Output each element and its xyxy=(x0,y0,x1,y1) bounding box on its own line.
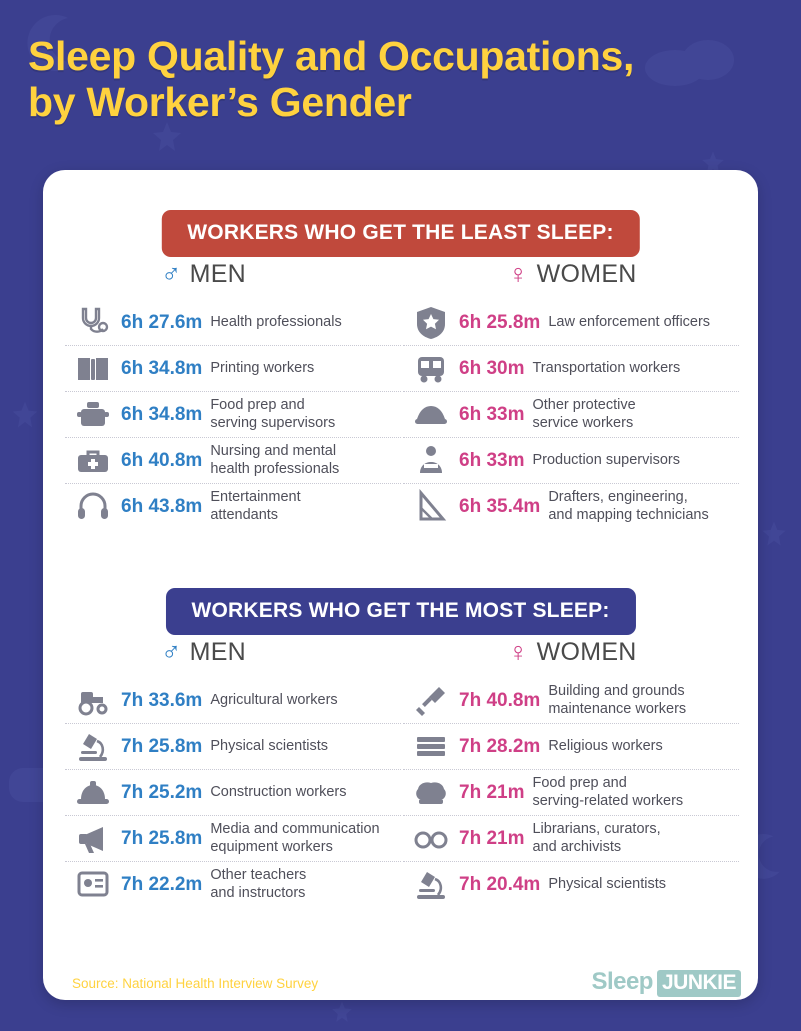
list-men-least-sleep xyxy=(65,300,401,530)
occupation-row xyxy=(65,816,401,862)
logo-text-sleep: Sleep xyxy=(591,968,653,995)
occupation-row xyxy=(65,300,401,346)
occupation-label: Nursing and mental health professionals xyxy=(210,442,340,477)
occupation-label: Drafters, engineering, and mapping technicians xyxy=(548,489,709,523)
star-doodle xyxy=(10,400,40,430)
occupation-row xyxy=(65,484,401,530)
sleep-duration: 6h 33m xyxy=(459,449,525,471)
chef-hat-icon xyxy=(403,775,459,811)
occupation-row xyxy=(403,816,739,862)
brand-logo xyxy=(591,968,741,997)
sleep-duration: 7h 25.8m xyxy=(121,827,203,849)
sleep-duration: 7h 33.6m xyxy=(121,689,203,711)
female-symbol-icon: ♀ xyxy=(508,259,529,289)
factory-worker-icon xyxy=(403,443,459,479)
sleep-duration: 7h 25.8m xyxy=(121,735,203,757)
occupation-row xyxy=(65,862,401,908)
bus-icon xyxy=(403,351,459,387)
occupation-label: Entertainment attendants xyxy=(210,489,301,523)
occupation-row xyxy=(65,770,401,816)
tractor-icon xyxy=(65,683,121,719)
sleep-duration: 6h 27.6m xyxy=(121,311,203,333)
occupation-label: Religious workers xyxy=(548,737,663,754)
books-stack-icon xyxy=(403,729,459,765)
occupation-row xyxy=(403,438,739,484)
occupation-row xyxy=(403,724,739,770)
occupation-row xyxy=(403,484,739,530)
stethoscope-icon xyxy=(65,305,121,341)
police-badge-icon xyxy=(403,305,459,341)
sleep-duration: 7h 21m xyxy=(459,827,525,849)
occupation-row xyxy=(403,862,739,908)
sleep-duration: 6h 30m xyxy=(459,357,525,379)
sleep-duration: 6h 33m xyxy=(459,403,525,425)
microscope-icon xyxy=(403,867,459,903)
occupation-row xyxy=(65,346,401,392)
occupation-row xyxy=(65,438,401,484)
sleep-duration: 7h 40.8m xyxy=(459,689,541,711)
occupation-label: Physical scientists xyxy=(548,876,666,893)
gender-header-men xyxy=(161,260,246,289)
occupation-label: Printing workers xyxy=(210,359,315,376)
sleep-duration: 6h 43.8m xyxy=(121,496,203,517)
microscope-icon xyxy=(65,729,121,765)
sleep-duration: 7h 25.2m xyxy=(121,781,203,803)
certificate-icon xyxy=(65,867,121,903)
occupation-label: Construction workers xyxy=(210,783,347,800)
sleep-duration: 6h 40.8m xyxy=(121,449,203,471)
content-card xyxy=(43,170,758,1000)
banner-least-sleep: WORKERS WHO GET THE LEAST SLEEP: xyxy=(161,210,639,257)
gender-header-men-label: MEN xyxy=(189,638,247,666)
occupation-label: Health professionals xyxy=(210,313,342,330)
sleep-duration: 6h 25.8m xyxy=(459,311,541,333)
gender-header-women xyxy=(508,638,637,667)
occupation-label: Food prep and serving-related workers xyxy=(532,774,684,809)
male-symbol-icon: ♂ xyxy=(161,637,182,667)
gender-header-women-label: WOMEN xyxy=(536,260,637,288)
occupation-label: Other teachers and instructors xyxy=(210,867,307,901)
occupation-row xyxy=(65,392,401,438)
sleep-duration: 6h 34.8m xyxy=(121,403,203,425)
occupation-label: Agricultural workers xyxy=(210,691,338,708)
male-symbol-icon: ♂ xyxy=(161,259,182,289)
occupation-label: Transportation workers xyxy=(532,359,681,376)
list-women-least-sleep xyxy=(403,300,739,530)
sleep-duration: 7h 21m xyxy=(459,781,525,803)
logo-text-junkie: JUNKIE xyxy=(657,970,741,997)
glasses-icon xyxy=(403,821,459,857)
gender-header-men-label: MEN xyxy=(189,260,247,288)
female-symbol-icon: ♀ xyxy=(508,637,529,667)
occupation-label: Media and communication equipment workers xyxy=(210,820,380,855)
star-doodle xyxy=(760,520,788,548)
star-doodle xyxy=(330,1000,354,1024)
list-women-most-sleep xyxy=(403,678,739,908)
megaphone-icon xyxy=(65,821,121,857)
drafting-triangle-icon xyxy=(403,489,459,525)
occupation-label: Law enforcement officers xyxy=(548,313,711,330)
occupation-row xyxy=(403,678,739,724)
occupation-label: Other protective service workers xyxy=(532,396,636,431)
open-book-icon xyxy=(65,351,121,387)
occupation-row xyxy=(403,346,739,392)
sleep-duration: 7h 20.4m xyxy=(459,874,541,895)
security-cap-icon xyxy=(403,397,459,433)
page-title: Sleep Quality and Occupations, by Worker’s Gender xyxy=(28,33,635,125)
cooking-pot-icon xyxy=(65,397,121,433)
gender-header-women-label: WOMEN xyxy=(536,638,637,666)
headset-icon xyxy=(65,489,121,525)
medical-bag-icon xyxy=(65,443,121,479)
occupation-row xyxy=(403,300,739,346)
shovel-icon xyxy=(403,683,459,719)
occupation-label: Librarians, curators, and archivists xyxy=(532,820,661,855)
occupation-label: Building and grounds maintenance workers xyxy=(548,682,687,717)
occupation-label: Physical scientists xyxy=(210,737,328,754)
occupation-row xyxy=(403,392,739,438)
sleep-duration: 7h 28.2m xyxy=(459,735,541,757)
occupation-label: Production supervisors xyxy=(532,451,680,468)
gender-header-men xyxy=(161,638,246,667)
list-men-most-sleep xyxy=(65,678,401,908)
occupation-label: Food prep and serving supervisors xyxy=(210,396,336,431)
occupation-row xyxy=(403,770,739,816)
sleep-duration: 6h 34.8m xyxy=(121,357,203,379)
gender-header-women xyxy=(508,260,637,289)
occupation-row xyxy=(65,678,401,724)
sleep-duration: 7h 22.2m xyxy=(121,874,203,895)
occupation-row xyxy=(65,724,401,770)
sleep-duration: 6h 35.4m xyxy=(459,496,541,517)
banner-most-sleep: WORKERS WHO GET THE MOST SLEEP: xyxy=(165,588,635,635)
source-note: Source: National Health Interview Survey xyxy=(72,976,319,991)
hard-hat-icon xyxy=(65,775,121,811)
